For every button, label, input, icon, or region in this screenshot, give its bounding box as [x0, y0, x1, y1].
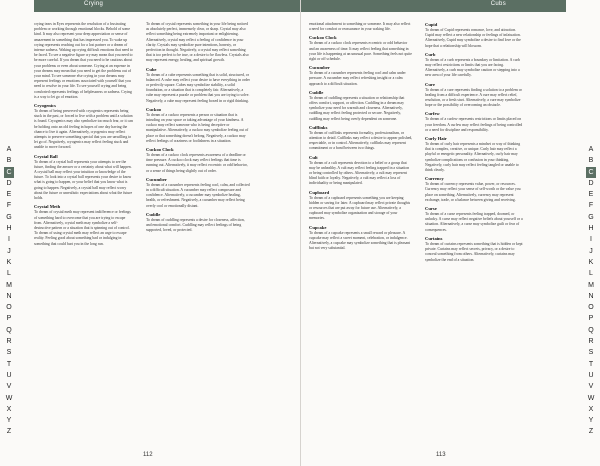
dictionary-entry: [309, 65, 413, 87]
entry-heading: Cuckoo: [146, 106, 162, 112]
index-letter-c[interactable]: C: [586, 167, 596, 178]
dictionary-entry: [425, 136, 525, 173]
index-letter-h[interactable]: H: [6, 225, 12, 233]
dictionary-entry: [309, 90, 413, 122]
entry-text: To dream of a curfew represents restrictions or limits placed on your freedom. A curfew may reflect feelings of being controlled or a need for discipline and responsibility.: [425, 117, 523, 132]
dictionary-entry: [146, 107, 250, 144]
index-letter-z[interactable]: Z: [588, 428, 594, 436]
dictionary-entry: [34, 22, 134, 100]
index-letter-a[interactable]: A: [588, 146, 594, 153]
index-letter-m[interactable]: M: [6, 281, 12, 289]
dictionary-entry: [425, 82, 525, 109]
index-letter-t[interactable]: T: [588, 360, 594, 368]
entry-heading: Cufflinks: [309, 124, 328, 130]
dictionary-entry: [309, 125, 413, 152]
entry-heading: Cult: [309, 154, 318, 160]
entry-heading: Curfew: [425, 111, 440, 117]
index-letter-q[interactable]: Q: [6, 326, 12, 334]
entry-heading: Cuckoo Clock: [309, 35, 337, 41]
index-letter-a[interactable]: A: [6, 146, 12, 153]
entry-text: To dream of cuddling represents a situation or relationship that offers comfort, support, or affection. Cuddling in a dream may symbolize your need for warmth and closeness. Alternatively, cuddling may reflect feeling protected or secure. Negatively, cuddling may reflect being overly dependent on someone.: [309, 95, 405, 121]
index-letter-n[interactable]: N: [588, 292, 594, 300]
index-letter-x[interactable]: X: [6, 405, 12, 413]
entry-text: To dream of crystal represents something in your life being noticed as absolutely perfect, immensely clear, or sharp. Crystal may also reflect something being extremely important or enlightening. Alternatively, crystal may reflect a feeling of confidence in your clarity. Crystals may symbolize pure intentions, honesty, or perfection in thought. Negatively, a crystal may reflect something that is too perfect to be true, or a desire to be flawless. Crystals also may represent energy, healing, and spiritual growth.: [146, 22, 249, 63]
entry-heading: Curly Hair: [425, 136, 447, 142]
entry-heading: Curse: [425, 206, 437, 212]
index-letter-l[interactable]: L: [589, 270, 593, 278]
text-column-2: [425, 22, 525, 442]
index-letter-r[interactable]: R: [6, 338, 12, 346]
dictionary-entry: [146, 177, 250, 209]
index-letter-n[interactable]: N: [6, 292, 12, 300]
index-letter-b[interactable]: B: [6, 157, 12, 165]
dictionary-entry: [425, 52, 525, 79]
dictionary-entry: [146, 212, 250, 234]
index-letter-l[interactable]: L: [7, 270, 11, 278]
index-letter-r[interactable]: R: [588, 338, 594, 346]
index-letter-x[interactable]: X: [588, 405, 594, 413]
index-letter-i[interactable]: I: [8, 236, 10, 244]
alphabet-index: [4, 144, 14, 438]
entry-text: To dream of a cure represents finding a solution to a problem or healing from a difficult experience. A cure may reflect relief, resolution, or a fresh start. Alternatively, a cure may symbolize hope or the possibility of overcoming an obstacle.: [425, 87, 522, 108]
dictionary-entry: [425, 111, 525, 133]
entry-text: To dream of a cucumber represents feeling cool and calm under pressure. A cucumber may reflect refreshing insight or a calm approach to a difficult situation.: [309, 71, 406, 86]
page-header: [301, 0, 566, 12]
dictionary-entry: [425, 236, 525, 263]
index-letter-q[interactable]: Q: [588, 326, 594, 334]
index-letter-t[interactable]: T: [6, 360, 12, 368]
index-letter-e[interactable]: E: [6, 191, 12, 199]
entry-text: To dream of cuddling represents a desire for closeness, affection, and emotional comfort. Cuddling may reflect feelings of being supported, loved, or protected.: [146, 217, 245, 233]
dictionary-entry: [34, 204, 134, 246]
index-letter-v[interactable]: V: [588, 383, 594, 391]
entry-text: crying tears in Eyes represents the resolution of a frustrating problem or working through emotional blocks. Behold of some kind. It may also represent your deep appreciation or sense of amazement in something that has impressed you. To wake up crying represents reaching out for a lost partner or a dream of intense sadness. Waking up crying difficult emotions that need to be faced. To see a negative figure cry may mean that you need to be more careful. If you dream that you need to be cautious about your problems or even about someone. Crying at an expense in your dreams may mean that you need to get the problems out of your mind. To see someone else crying in your dreams may represent feelings or emotions associated with yourself that you need to resolve in your life. To see yourself crying and being comforted represents feelings of helplessness or sadness. Crying is a way to let go of emotion.: [34, 22, 133, 99]
dictionary-entry: [146, 22, 250, 64]
entry-heading: Cuddle: [146, 211, 161, 217]
index-letter-w[interactable]: W: [587, 394, 595, 402]
dictionary-entry: [309, 35, 413, 62]
entry-heading: Curtains: [425, 235, 443, 241]
header-title: Crying: [84, 1, 104, 7]
entry-text: To dream of a cult represents devotion to a belief or a group that may be unhealthy. A cult may reflect feeling trapped in a situation or being controlled by others. Alternatively, a cult may represent blind faith or loyalty. Negatively, a cult may reflect a loss of individuality or being manipulated.: [309, 160, 410, 186]
page-number: 113: [436, 452, 446, 458]
entry-heading: Cure: [425, 81, 435, 87]
page-number: 112: [143, 452, 153, 458]
dictionary-entry: [309, 225, 413, 252]
entry-heading: Cupid: [425, 22, 438, 27]
index-letter-z[interactable]: Z: [6, 428, 12, 436]
index-letter-s[interactable]: S: [588, 349, 594, 357]
entry-heading: Cryogenics: [34, 103, 56, 109]
index-letter-g[interactable]: G: [588, 213, 594, 221]
index-letter-k[interactable]: K: [588, 258, 594, 266]
dictionary-entry: [34, 154, 134, 202]
index-letter-e[interactable]: E: [588, 191, 594, 199]
entry-heading: Crystal Ball: [34, 153, 58, 159]
entry-text: To dream of Cupid represents romance, love, and attraction. Cupid may reflect a new relationship or feelings of infatuation. Alternatively, Cupid may symbolize a desire to find love or the hope that a relationship will blossom.: [425, 28, 521, 48]
entry-text: To dream of being preserved with cryogenics represents being stuck in the past, or forced to live with a problem until a solution is found. Cryogenics may also symbolize too much fear, or it can be holding onto an old feeling in hopes of one day having the chance to live it again. Alternatively, cryogenics may reflect attempts to preserve something special that you are unwilling to let go of. Negatively, cryogenics may reflect feeling stuck and unable to move forward.: [34, 109, 133, 150]
entry-text: To dream of curly hair represents a mindset or way of thinking that is complex, creative, or unique. Curly hair may reflect a playful or energetic personality. Alternatively, curly hair may symbolize complications or confusion in your thinking. Negatively, curly hair may reflect feeling tangled or unable to think clearly.: [425, 142, 521, 173]
entry-text: To dream of cufflinks represents formality, professionalism, or attention to detail. Cufflinks may reflect a desire to appear polished, respectable, or in control. Alternatively, cufflinks may represent commitment or a bond between two things.: [309, 130, 413, 151]
dictionary-entry: [309, 155, 413, 187]
entry-text: To dream of a cupcake represents a small reward or pleasure. A cupcake may reflect a sweet moment, celebration, or indulgence. Alternatively, a cupcake may symbolize something that is pleasant but not very substantial.: [309, 230, 411, 251]
entry-heading: Cube: [146, 66, 157, 72]
dictionary-entry: [34, 103, 134, 151]
index-letter-o[interactable]: O: [588, 304, 594, 312]
entry-text: To dream of currency represents value, power, or resources. Currency may reflect your sense of self-worth or the value you place on something. Alternatively, currency may represent exchange, trade, or a balance between giving and receiving.: [425, 182, 521, 202]
page-header: [34, 0, 300, 12]
entry-heading: Cupboard: [309, 189, 330, 195]
entry-heading: Crystal Meth: [34, 204, 61, 210]
entry-text: To dream of a cupboard represents something you are keeping hidden or saving for later. A cupboard may reflect private thoughts or resources that are put away for future use. Alternatively, a cupboard may symbolize organization and storage of your memories.: [309, 195, 411, 221]
index-letter-k[interactable]: K: [6, 258, 12, 266]
index-letter-p[interactable]: P: [588, 315, 594, 323]
entry-heading: Curb: [425, 51, 436, 57]
text-column-2: [146, 22, 250, 442]
entry-heading: Cuddle: [309, 89, 324, 95]
index-letter-m[interactable]: M: [588, 281, 594, 289]
index-letter-o[interactable]: O: [6, 304, 12, 312]
index-letter-g[interactable]: G: [6, 213, 12, 221]
entry-heading: Cupcake: [309, 224, 327, 230]
entry-text: To dream of a crystal ball represents your attempts to see the future, finding the answer or a certainty about what will happen. A crystal ball may reflect your intuition or knowledge of the future. To look into a crystal ball represents your desire to know what is going to happen, or your belief that you know what is going to happen. Negatively, a crystal ball may reflect worry about the future or unrealistic expectations about what the future holds.: [34, 159, 133, 201]
index-letter-y[interactable]: Y: [6, 417, 12, 425]
dictionary-entry: [309, 190, 413, 222]
dictionary-entry: [425, 206, 525, 233]
index-letter-y[interactable]: Y: [588, 417, 594, 425]
entry-text: emotional attachment to something or someone. It may also reflect a need for comfort or reassurance in your waking life.: [309, 22, 411, 32]
entry-text: To dream of curtains represents something that is hidden or kept private. Curtains may reflect secrets, privacy, or a desire to conceal something from others. Alternatively, curtains may symbolize the end of a situation.: [425, 241, 523, 262]
index-letter-v[interactable]: V: [6, 383, 12, 391]
index-letter-h[interactable]: H: [588, 225, 594, 233]
entry-heading: Cucumber: [309, 65, 330, 71]
entry-text: To dream of a cuckoo clock represents eccentric or odd behavior and an awareness of time. It may reflect feeling that something in your life is happening at an unusual pace. Something feels not quite right or off schedule.: [309, 41, 412, 62]
entry-text: To dream of crystal meth may represent indifference or feelings of something hard to overcome that you are trying to escape from. Alternatively, crystal meth may symbolize a self-destructive pattern or a situation that is spinning out of control. To dream of using crystal meth may reflect an urge to escape reality. Feeling good about something bad or indulging in something that could hurt you in the long run.: [34, 210, 131, 246]
dictionary-entry: [309, 22, 413, 32]
index-letter-f[interactable]: F: [6, 202, 12, 210]
text-column-1: [34, 22, 134, 442]
index-letter-b[interactable]: B: [588, 157, 594, 165]
entry-text: To dream of a cuckoo clock represents awareness of a deadline or time pressure. A cuckoo clock may reflect feelings that time is running out. Alternatively, it may reflect eccentric or odd behavior, or a sense of things being slightly out of order.: [146, 153, 248, 173]
entry-heading: Cuckoo Clock: [146, 147, 174, 153]
dictionary-entry: [425, 22, 525, 49]
index-letter-i[interactable]: I: [590, 236, 592, 244]
right-page: [300, 0, 600, 466]
index-letter-d[interactable]: D: [588, 179, 594, 187]
entry-text: To dream of a cube represents something that is solid, structured, or balanced. A cube may reflect your desire to have everything in order or perfectly square. Cubes may symbolize stability, a solid foundation, or a situation that is completely fair. Alternatively, a cube may represent a puzzle or problem that you are trying to solve. Negatively, a cube may represent feeling boxed in or rigid thinking.: [146, 72, 250, 103]
index-letter-j[interactable]: J: [7, 247, 11, 255]
header-title: Cubs: [490, 1, 506, 7]
text-column-1: [309, 22, 413, 442]
index-letter-u[interactable]: U: [588, 371, 594, 379]
entry-text: To dream of a cucumber represents feeling cool, calm, and collected in a difficult situation. A cucumber may reflect composure and confidence. Alternatively, a cucumber may symbolize healing, health, or refreshment. Negatively, a cucumber may reflect being overly cool or emotionally distant.: [146, 182, 250, 208]
index-letter-d[interactable]: D: [6, 179, 12, 187]
index-letter-u[interactable]: U: [6, 371, 12, 379]
index-letter-s[interactable]: S: [6, 349, 12, 357]
alphabet-index: [586, 144, 596, 438]
entry-text: To dream of a curb represents a boundary or limitation. A curb may reflect restrictions or limits that you are facing. Alternatively, a curb may symbolize caution or stepping into a new area of your life carefully.: [425, 57, 520, 78]
entry-text: To dream of a cuckoo represents a person or situation that is intruding on your space or taking advantage of your kindness. A cuckoo may reflect someone who is being deceptive or manipulative. Alternatively, a cuckoo may symbolize feeling out of place or that something doesn't belong. Negatively, a cuckoo may reflect feelings of craziness or foolishness in a situation.: [146, 112, 249, 143]
index-letter-j[interactable]: J: [589, 247, 593, 255]
index-letter-p[interactable]: P: [6, 315, 12, 323]
dictionary-entry: [146, 67, 250, 104]
entry-text: To dream of a curse represents feeling trapped, doomed, or unlucky. A curse may reflect negative beliefs about yourself or a situation. Alternatively, a curse may symbolize guilt or fear of consequences.: [425, 212, 523, 232]
dictionary-entry: [146, 147, 250, 174]
entry-heading: Cucumber: [146, 176, 167, 182]
index-letter-c[interactable]: C: [4, 167, 14, 178]
index-letter-w[interactable]: W: [5, 394, 13, 402]
entry-heading: Currency: [425, 176, 444, 182]
dictionary-entry: [425, 176, 525, 203]
index-letter-f[interactable]: F: [588, 202, 594, 210]
